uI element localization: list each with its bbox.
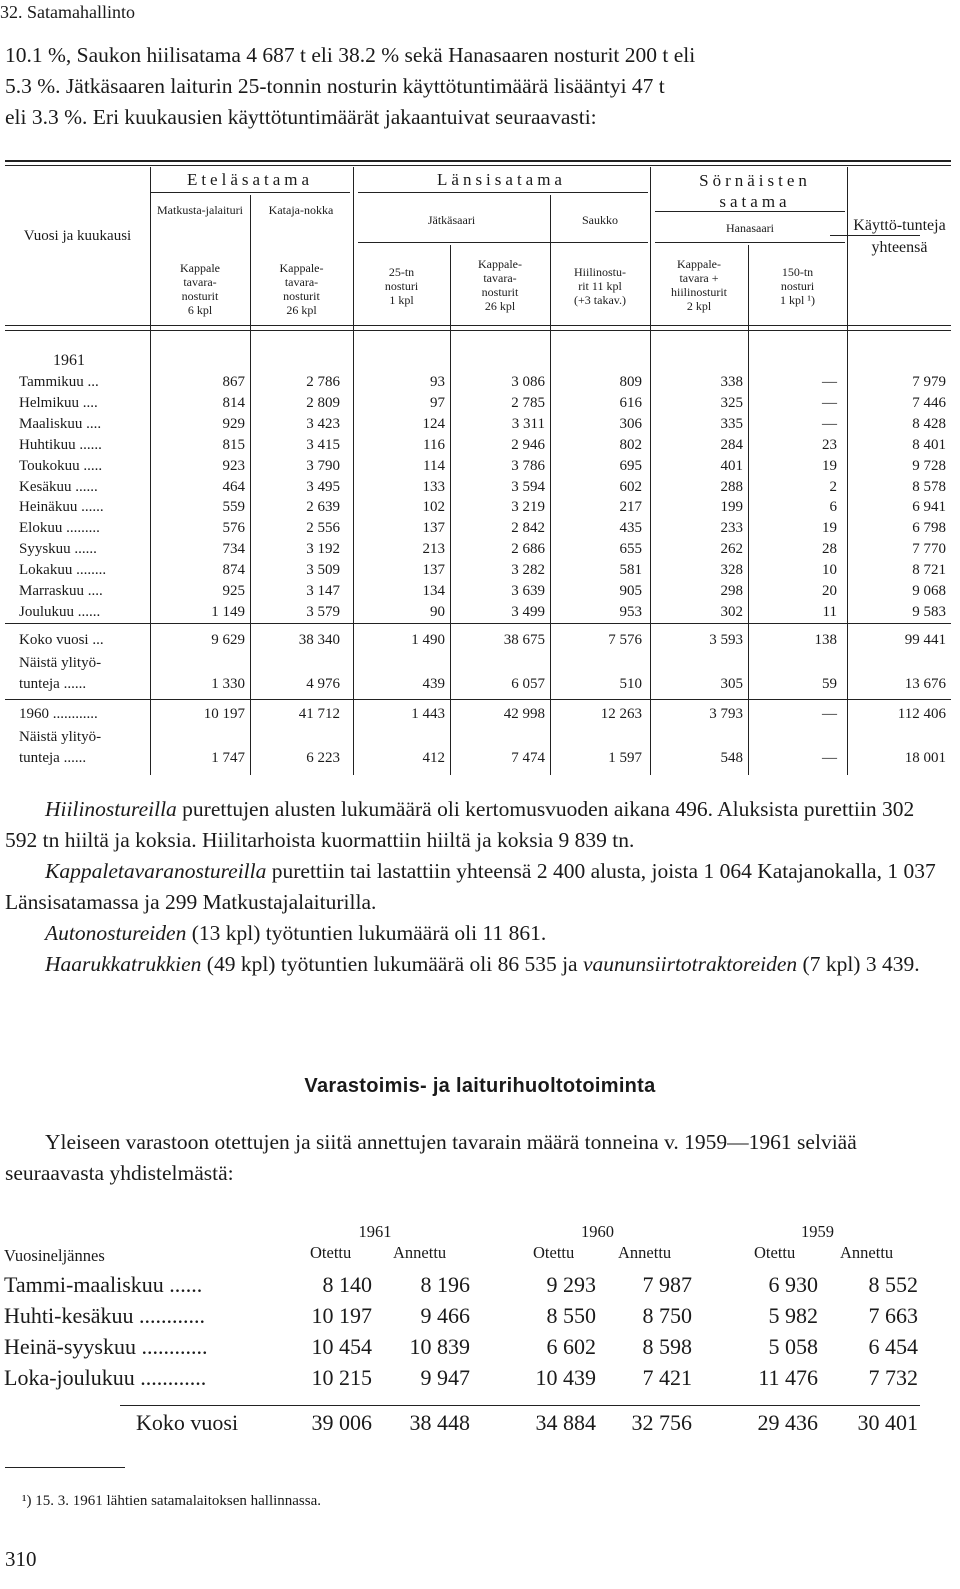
storage-cell: 11 476	[758, 1365, 818, 1390]
table-cell: 99 441	[904, 632, 946, 648]
col-annettu: Annettu	[393, 1243, 447, 1262]
table-cell: 616	[619, 394, 642, 411]
storage-cell: 8 550	[546, 1303, 596, 1328]
intro-line: eli 3.3 %. Eri kuukausien käyttötuntimäärät jakaantuivat seuraavasti:	[5, 105, 597, 129]
table-cell: 6 798	[912, 520, 946, 537]
table-cell: 8 578	[912, 478, 946, 495]
month-label: Joulukuu ......	[19, 603, 101, 620]
group-lansisatama: Länsisatama	[437, 170, 566, 189]
table-cell: 137	[422, 520, 445, 537]
table-cell: 38 340	[298, 632, 340, 648]
month-label: Helmikuu ....	[19, 394, 98, 411]
table-cell: 7 446	[912, 394, 946, 411]
storage-cell: 39 006	[311, 1410, 372, 1435]
table-cell: 3 192	[306, 541, 340, 558]
storage-cell: 7 987	[642, 1272, 692, 1297]
table-cell: 305	[720, 676, 743, 692]
month-label: Kesäkuu ......	[19, 478, 98, 495]
table-cell: 925	[222, 583, 245, 599]
table-cell: 2 946	[511, 436, 545, 453]
table-cell: 137	[422, 562, 445, 579]
storage-cell: 38 448	[409, 1410, 470, 1435]
table-cell: —	[822, 415, 837, 432]
intro-paragraph	[5, 40, 950, 133]
naista-label: tunteja ......	[19, 750, 87, 766]
year-1959: 1959	[801, 1222, 834, 1241]
table-cell: 401	[720, 457, 743, 474]
table-cell: 28	[822, 541, 837, 558]
table-cell: 809	[619, 374, 642, 390]
section-intro-text: Yleiseen varastoon otettujen ja siitä annettujen tavarain määrä tonneina v. 1959—1961 selviää seuraavasta yhdistelmästä:	[5, 1130, 857, 1185]
table-cell: 2 809	[306, 394, 340, 411]
table-cell: 1 747	[211, 750, 245, 766]
month-label: Tammikuu ...	[19, 374, 99, 390]
month-label: Heinäkuu ......	[19, 499, 104, 516]
table-cell: 953	[619, 603, 642, 620]
col-otettu: Otettu	[310, 1243, 352, 1262]
table-cell: 124	[422, 415, 445, 432]
storage-cell: 30 401	[857, 1410, 918, 1435]
table-cell: 559	[222, 499, 245, 516]
table-cell: 510	[619, 676, 642, 692]
month-label: Syyskuu ......	[19, 541, 97, 558]
month-label: Elokuu .........	[19, 520, 100, 537]
storage-cell: 8 598	[642, 1334, 692, 1359]
table-cell: 302	[720, 603, 743, 620]
storage-cell: 7 663	[868, 1303, 918, 1328]
section-title: Varastoimis- ja laiturihuoltotoiminta	[304, 1075, 656, 1097]
col-header: Kappale tavara- nosturit 6 kpl	[180, 261, 220, 317]
crane-hours-table	[5, 167, 951, 775]
table-cell: 464	[222, 478, 245, 495]
table-cell: 9 068	[912, 583, 946, 599]
table-cell: 93	[430, 374, 445, 390]
table-cell: 874	[222, 562, 245, 579]
table-cell: 42 998	[503, 706, 545, 722]
year-1960-label: 1960 ............	[19, 706, 98, 722]
table-cell: 6 057	[511, 676, 545, 692]
table-cell: 439	[422, 676, 445, 692]
col-otettu: Otettu	[754, 1243, 796, 1262]
coal-paragraph	[5, 794, 950, 980]
table-cell: 6	[829, 499, 837, 516]
table-cell: 233	[720, 520, 743, 537]
col-header: Hiilinostu- rit 11 kpl (+3 takav.)	[573, 265, 626, 307]
emphasis: Autonostureiden	[45, 921, 187, 945]
quarter-label: Tammi-maaliskuu ......	[4, 1272, 203, 1297]
intro-line: 10.1 %, Saukon hiilisatama 4 687 t eli 38.2 % sekä Hanasaaren nosturit 200 t eli	[5, 43, 696, 67]
table-cell: 655	[619, 541, 642, 558]
table-cell: 602	[619, 478, 642, 495]
table-cell: 9 583	[912, 603, 946, 620]
table-cell: 7 474	[511, 750, 545, 766]
table-cell: 7 979	[912, 374, 946, 390]
table-cell: 18 001	[904, 750, 946, 766]
paragraph-text: (13 kpl) työtuntien lukumäärä oli 11 861.	[186, 921, 547, 945]
emphasis: Hiilinostureilla	[45, 797, 177, 821]
table-cell: 10 197	[203, 706, 245, 722]
naista-label: Näistä ylityö-	[19, 729, 102, 745]
table-cell: 695	[619, 457, 642, 474]
year-1961: 1961	[358, 1222, 392, 1241]
table-cell: 548	[720, 750, 743, 766]
table-cell: 2 842	[511, 520, 545, 537]
table-cell: 217	[619, 499, 642, 516]
table-cell: 867	[222, 374, 245, 390]
table-cell: 328	[720, 562, 743, 579]
table-cell: 734	[222, 541, 245, 558]
col-header: Kappale- tavara- nosturit 26 kpl	[279, 261, 324, 317]
table-cell: 3 086	[511, 374, 545, 390]
table-cell: 7 576	[608, 632, 642, 648]
koko-vuosi-label: Koko vuosi ...	[19, 632, 104, 648]
storage-cell: 5 982	[768, 1303, 818, 1328]
sub-matkusta: Matkusta-jalaituri	[157, 203, 243, 217]
col-annettu: Annettu	[618, 1243, 672, 1262]
group-total: Käyttö-tunteja yhteensä	[853, 217, 946, 256]
row-header: Vuosi ja kuukausi	[23, 228, 132, 244]
table-cell: 905	[619, 583, 642, 599]
table-cell: 2 639	[306, 499, 340, 516]
storage-cell: 9 466	[420, 1303, 470, 1328]
table-cell: 3 594	[511, 478, 545, 495]
table-cell: 20	[822, 583, 837, 599]
table-cell: —	[822, 750, 837, 766]
total-label: Koko vuosi	[136, 1410, 239, 1435]
storage-cell: 5 058	[768, 1334, 818, 1359]
table-cell: 4 976	[306, 676, 340, 692]
month-label: Maaliskuu ....	[19, 415, 102, 432]
table-cell: 288	[720, 478, 743, 495]
table-cell: 262	[720, 541, 743, 558]
year-1960: 1960	[581, 1222, 614, 1241]
table-cell: 8 721	[912, 562, 946, 579]
table-cell: 11	[822, 603, 837, 620]
table-cell: —	[822, 394, 837, 411]
table-cell: 112 406	[897, 706, 946, 722]
table-cell: 199	[720, 499, 743, 516]
table-cell: 12 263	[600, 706, 642, 722]
storage-cell: 7 421	[642, 1365, 692, 1390]
table-cell: 2 785	[511, 394, 545, 411]
col-annettu: Annettu	[840, 1243, 894, 1262]
table-cell: 90	[430, 603, 445, 620]
table-cell: 19	[822, 457, 837, 474]
table-cell: 19	[822, 520, 837, 537]
storage-cell: 6 930	[768, 1272, 818, 1297]
group-etelasatama: Eteläsatama	[186, 170, 314, 189]
table-cell: 3 311	[511, 415, 545, 432]
storage-cell: 8 750	[642, 1303, 692, 1328]
table-cell: 1 597	[608, 750, 642, 766]
month-label: Lokakuu ........	[19, 562, 107, 579]
table-cell: 2 686	[511, 541, 545, 558]
storage-cell: 34 884	[535, 1410, 596, 1435]
table-cell: 133	[422, 478, 445, 495]
table-cell: 1 490	[411, 632, 445, 648]
emphasis: Kappaletavaranostureilla	[45, 859, 267, 883]
group-sornaisten: Sörnäisten satama	[699, 171, 811, 211]
table-cell: 23	[822, 436, 837, 453]
sub-saukko: Saukko	[582, 213, 618, 227]
footnote	[22, 1493, 321, 1510]
table-cell: 2	[829, 478, 837, 495]
col-otettu: Otettu	[533, 1243, 575, 1262]
storage-cell: 10 839	[409, 1334, 470, 1359]
table-cell: —	[822, 374, 837, 390]
table-cell: 815	[222, 436, 245, 453]
month-label: Marraskuu ....	[19, 583, 103, 599]
table-cell: 338	[720, 374, 743, 390]
storage-cell: 6 602	[546, 1334, 596, 1359]
table-cell: 3 219	[511, 499, 545, 516]
table-cell: 3 793	[709, 706, 743, 722]
intro-line: 5.3 %. Jätkäsaaren laiturin 25-tonnin nosturin käyttötuntimäärä lisääntyi 47 t	[5, 74, 665, 98]
table-cell: 59	[822, 676, 837, 692]
storage-cell: 8 140	[322, 1272, 372, 1297]
table-cell: 298	[720, 583, 743, 599]
table-cell: 3 282	[511, 562, 545, 579]
table-cell: 576	[222, 520, 245, 537]
naista-label: tunteja ......	[19, 676, 87, 692]
table-cell: 814	[222, 394, 245, 411]
table-cell: 2 556	[306, 520, 340, 537]
table-cell: 923	[222, 457, 245, 474]
table-cell: 41 712	[298, 706, 340, 722]
table-cell: 325	[720, 394, 743, 411]
table-cell: 2 786	[306, 374, 340, 390]
table-cell: 7 770	[912, 541, 946, 558]
storage-cell: 32 756	[631, 1410, 692, 1435]
table-cell: 8 428	[912, 415, 946, 432]
table-cell: 3 147	[306, 583, 340, 599]
table-cell: 114	[423, 457, 445, 474]
table-cell: 102	[422, 499, 445, 516]
page-number: 310	[5, 1547, 37, 1571]
table-cell: —	[822, 706, 837, 722]
footnote-text: 15. 3. 1961 lähtien satamalaitoksen hallinnassa.	[35, 1493, 322, 1509]
table-cell: 6 941	[912, 499, 946, 516]
quarter-label: Heinä-syyskuu ............	[4, 1334, 208, 1359]
table-cell: 1 443	[411, 706, 445, 722]
emphasis: Haarukkatrukkien	[45, 952, 202, 976]
col-header: 150-tn nosturi 1 kpl ¹)	[780, 265, 815, 307]
table-cell: 412	[422, 750, 445, 766]
col-header: Kappale- tavara + hiilinosturit 2 kpl	[670, 257, 727, 313]
table-cell: 116	[423, 436, 445, 453]
storage-cell: 10 454	[311, 1334, 372, 1359]
table-cell: 306	[619, 415, 642, 432]
table-cell: 9 728	[912, 457, 946, 474]
col-header: 25-tn nosturi 1 kpl	[384, 265, 419, 307]
paragraph-text: (49 kpl) työtuntien lukumäärä oli 86 535 ja	[201, 952, 583, 976]
quarter-label: Huhti-kesäkuu ............	[4, 1303, 206, 1328]
table-cell: 213	[422, 541, 445, 558]
table-cell: 13 676	[904, 676, 946, 692]
quarter-label: Loka-joulukuu ............	[4, 1365, 207, 1390]
table-cell: 3 593	[709, 632, 743, 648]
table-cell: 3 499	[511, 603, 545, 620]
table-cell: 1 330	[211, 676, 245, 692]
table-cell: 138	[814, 632, 837, 648]
section-intro	[5, 1127, 950, 1189]
storage-cell: 10 197	[311, 1303, 372, 1328]
table-cell: 10	[822, 562, 837, 579]
storage-cell: 9 947	[420, 1365, 470, 1390]
table-cell: 6 223	[306, 750, 340, 766]
sub-hanasaari: Hanasaari	[726, 221, 774, 235]
sub-kataja: Kataja-nokka	[268, 203, 334, 217]
emphasis: vaununsiirtotraktoreiden	[582, 952, 798, 976]
table-cell: 3 790	[306, 457, 340, 474]
storage-cell: 8 552	[868, 1272, 918, 1297]
sub-jatkasaari: Jätkäsaari	[427, 213, 476, 227]
footnote-mark: ¹)	[22, 1493, 32, 1509]
naista-label: Näistä ylityö-	[19, 655, 102, 671]
storage-cell: 8 196	[420, 1272, 470, 1297]
table-cell: 3 639	[511, 583, 545, 599]
table-cell: 97	[430, 394, 445, 411]
table-cell: 3 786	[511, 457, 545, 474]
table-cell: 3 509	[306, 562, 340, 579]
month-label: Toukokuu .....	[19, 457, 103, 474]
storage-cell: 7 732	[868, 1365, 918, 1390]
table-cell: 284	[720, 436, 743, 453]
table-cell: 134	[422, 583, 445, 599]
storage-row-header: Vuosineljännes	[4, 1246, 105, 1265]
table-cell: 435	[619, 520, 642, 537]
table-cell: 3 579	[306, 603, 340, 620]
storage-cell: 10 439	[535, 1365, 596, 1390]
table-cell: 38 675	[503, 632, 545, 648]
paragraph-text: purettiin tai lastattiin yhteensä 2 400 alusta, joista 1 064 Katajanokalla, 1 037 Länsisatamassa ja 299 Matkustajalaiturilla.	[5, 859, 936, 914]
col-header: Kappale- tavara- nosturit 26 kpl	[478, 257, 522, 313]
month-label: Huhtikuu ......	[19, 436, 102, 453]
storage-cell: 29 436	[757, 1410, 818, 1435]
table-cell: 3 495	[306, 478, 340, 495]
table-cell: 9 629	[211, 632, 245, 648]
year-label: 1961	[53, 352, 85, 369]
page-header: 32. Satamahallinto	[0, 2, 135, 22]
paragraph-text: (7 kpl) 3 439.	[797, 952, 920, 976]
paragraph-text: purettujen alusten lukumäärä oli kertomusvuoden aikana 496. Aluksista purettiin 302 592 tn hiiltä ja koksia. Hiilitarhoista kuormattiin hiiltä ja koksia 9 839 tn.	[5, 797, 915, 852]
table-cell: 3 415	[306, 436, 340, 453]
storage-cell: 9 293	[546, 1272, 596, 1297]
table-cell: 929	[222, 415, 245, 432]
table-cell: 802	[619, 436, 642, 453]
table-cell: 1 149	[211, 603, 245, 620]
table-cell: 3 423	[306, 415, 340, 432]
storage-cell: 6 454	[868, 1334, 918, 1359]
storage-cell: 10 215	[311, 1365, 372, 1390]
table-cell: 8 401	[912, 436, 946, 453]
table-cell: 335	[720, 415, 743, 432]
table-cell: 581	[619, 562, 642, 579]
